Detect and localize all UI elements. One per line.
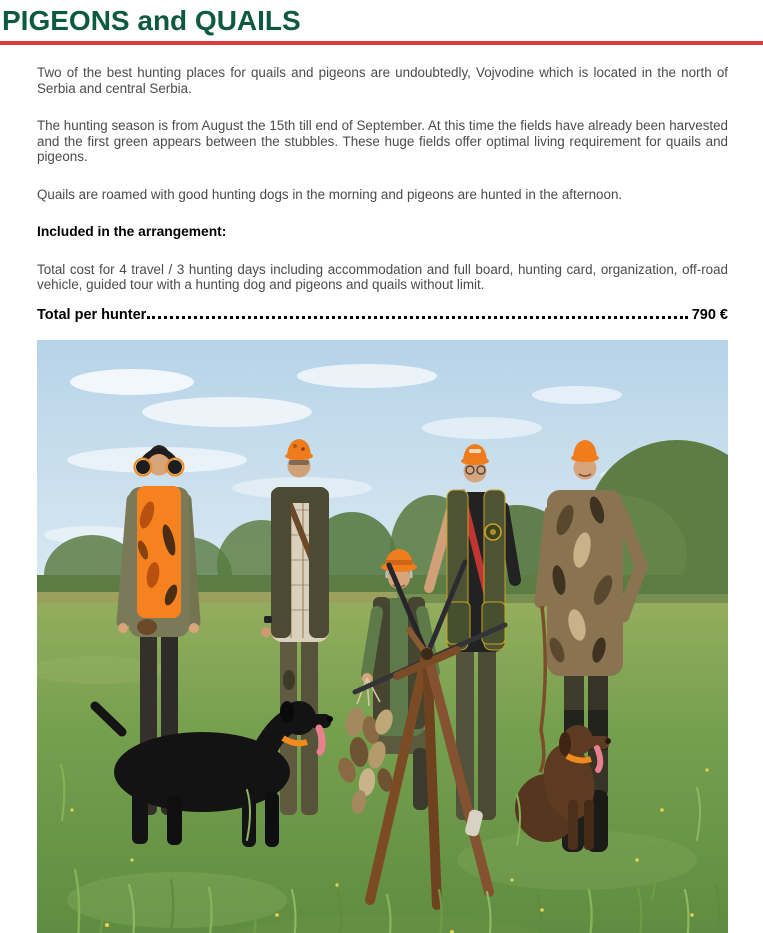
page-title: PIGEONS and QUAILS xyxy=(2,5,301,36)
included-heading: Included in the arrangement: xyxy=(37,224,227,239)
price-label: Total per hunter xyxy=(37,306,147,323)
paragraph-season: The hunting season is from August the 15th till end of September. At this time the fields have already been harvested and the first green appears between the stubbles. These huge fields offer optimal living requirement for quails and pigeons. xyxy=(37,118,728,164)
paragraph-intro: Two of the best hunting places for quails and pigeons are undoubtedly, Vojvodine which is located in the north of Serbia and central Serbia. xyxy=(37,65,728,96)
group-photo xyxy=(37,340,728,933)
leader-dots xyxy=(147,316,687,319)
included-text: Total cost for 4 travel / 3 hunting days including accommodation and full board, hunting card, organization, off-road vehicle, guided tour with a hunting dog and pigeons and quails without limit. xyxy=(37,261,728,292)
body-text xyxy=(37,65,728,293)
group-photo-illustration xyxy=(37,340,728,933)
paragraph-dogs: Quails are roamed with good hunting dogs in the morning and pigeons are hunted in the afternoon. xyxy=(37,186,623,202)
brochure-page xyxy=(0,6,763,933)
price-value: 790 € xyxy=(691,306,728,323)
price-row xyxy=(37,307,728,324)
title-rule xyxy=(0,41,763,45)
